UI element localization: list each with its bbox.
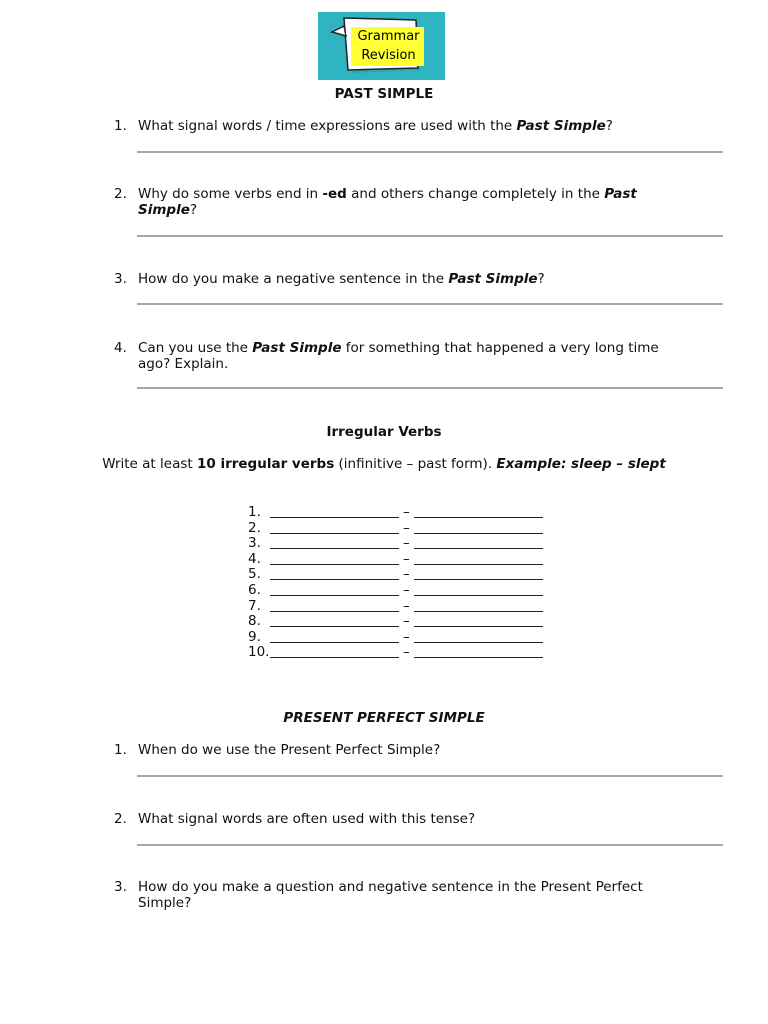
row-number: 10.	[248, 644, 270, 661]
verb-row	[248, 567, 548, 583]
logo-text	[351, 27, 426, 65]
infinitive-blank[interactable]	[270, 626, 399, 627]
past-simple-question-2	[114, 186, 674, 218]
answer-line[interactable]	[137, 235, 723, 237]
dash: –	[403, 581, 410, 598]
question-text: What signal words / time expressions are used with the Past Simple?	[138, 118, 613, 134]
question-text: How do you make a question and negative sentence in the Present Perfect Simple?	[138, 879, 643, 911]
dash: –	[403, 535, 410, 552]
present-perfect-question-2	[114, 811, 674, 827]
row-number: 9.	[248, 628, 261, 645]
dash: –	[403, 597, 410, 614]
past-simple-question-1	[114, 118, 674, 134]
infinitive-blank[interactable]	[270, 611, 399, 612]
dash: –	[403, 644, 410, 661]
infinitive-blank[interactable]	[270, 657, 399, 658]
dash: –	[403, 613, 410, 630]
past-form-blank[interactable]	[414, 626, 543, 627]
dash: –	[403, 628, 410, 645]
past-form-blank[interactable]	[414, 564, 543, 565]
past-form-blank[interactable]	[414, 642, 543, 643]
question-text: Why do some verbs end in -ed and others change completely in the Past Simple?	[138, 186, 637, 218]
question-text: When do we use the Present Perfect Simple?	[138, 742, 441, 758]
dash: –	[403, 550, 410, 567]
infinitive-blank[interactable]	[270, 579, 399, 580]
past-form-blank[interactable]	[414, 611, 543, 612]
past-form-blank[interactable]	[414, 517, 543, 518]
verb-row	[248, 583, 548, 599]
question-text: Can you use the Past Simple for something that happened a very long time ago? Explain.	[138, 340, 659, 372]
verb-row	[248, 599, 548, 615]
infinitive-blank[interactable]	[270, 548, 399, 549]
past-form-blank[interactable]	[414, 657, 543, 658]
question-number: 2.	[114, 811, 127, 827]
past-simple-heading: PAST SIMPLE	[334, 86, 434, 102]
answer-line[interactable]	[137, 387, 723, 389]
present-perfect-heading: PRESENT PERFECT SIMPLE	[283, 710, 485, 726]
irregular-verbs-instruction: Write at least 10 irregular verbs (infinitive – past form). Example: sleep – slept	[102, 456, 666, 472]
row-number: 3.	[248, 535, 261, 552]
verb-row	[248, 614, 548, 630]
verb-row	[248, 630, 548, 646]
past-simple-question-3	[114, 271, 674, 287]
verb-row	[248, 552, 548, 568]
past-form-blank[interactable]	[414, 548, 543, 549]
question-text: How do you make a negative sentence in the Past Simple?	[138, 271, 545, 287]
present-perfect-question-1	[114, 742, 674, 758]
answer-line[interactable]	[137, 151, 723, 153]
row-number: 6.	[248, 581, 261, 598]
irregular-verbs-list	[248, 505, 548, 661]
past-form-blank[interactable]	[414, 579, 543, 580]
row-number: 4.	[248, 550, 261, 567]
infinitive-blank[interactable]	[270, 595, 399, 596]
dash: –	[403, 566, 410, 583]
logo-line-2: Revision	[361, 48, 416, 63]
infinitive-blank[interactable]	[270, 642, 399, 643]
question-number: 3.	[114, 271, 127, 287]
verb-row	[248, 536, 548, 552]
question-number: 1.	[114, 118, 127, 134]
dash: –	[403, 519, 410, 536]
logo-line-1: Grammar	[357, 29, 420, 44]
past-form-blank[interactable]	[414, 533, 543, 534]
grammar-revision-logo	[318, 12, 445, 80]
dash: –	[403, 504, 410, 520]
row-number: 7.	[248, 597, 261, 614]
row-number: 2.	[248, 519, 261, 536]
past-simple-question-4	[114, 340, 674, 372]
answer-line[interactable]	[137, 844, 723, 846]
answer-line[interactable]	[137, 303, 723, 305]
row-number: 1.	[248, 504, 261, 520]
question-number: 1.	[114, 742, 127, 758]
verb-row	[248, 505, 548, 521]
verb-row	[248, 521, 548, 537]
question-number: 3.	[114, 879, 127, 895]
infinitive-blank[interactable]	[270, 564, 399, 565]
question-number: 4.	[114, 340, 127, 356]
question-number: 2.	[114, 186, 127, 202]
past-form-blank[interactable]	[414, 595, 543, 596]
infinitive-blank[interactable]	[270, 533, 399, 534]
infinitive-blank[interactable]	[270, 517, 399, 518]
verb-row	[248, 645, 548, 661]
answer-line[interactable]	[137, 775, 723, 777]
question-text: What signal words are often used with this tense?	[138, 811, 476, 827]
row-number: 8.	[248, 613, 261, 630]
irregular-verbs-heading: Irregular Verbs	[326, 424, 442, 440]
row-number: 5.	[248, 566, 261, 583]
present-perfect-question-3	[114, 879, 674, 911]
